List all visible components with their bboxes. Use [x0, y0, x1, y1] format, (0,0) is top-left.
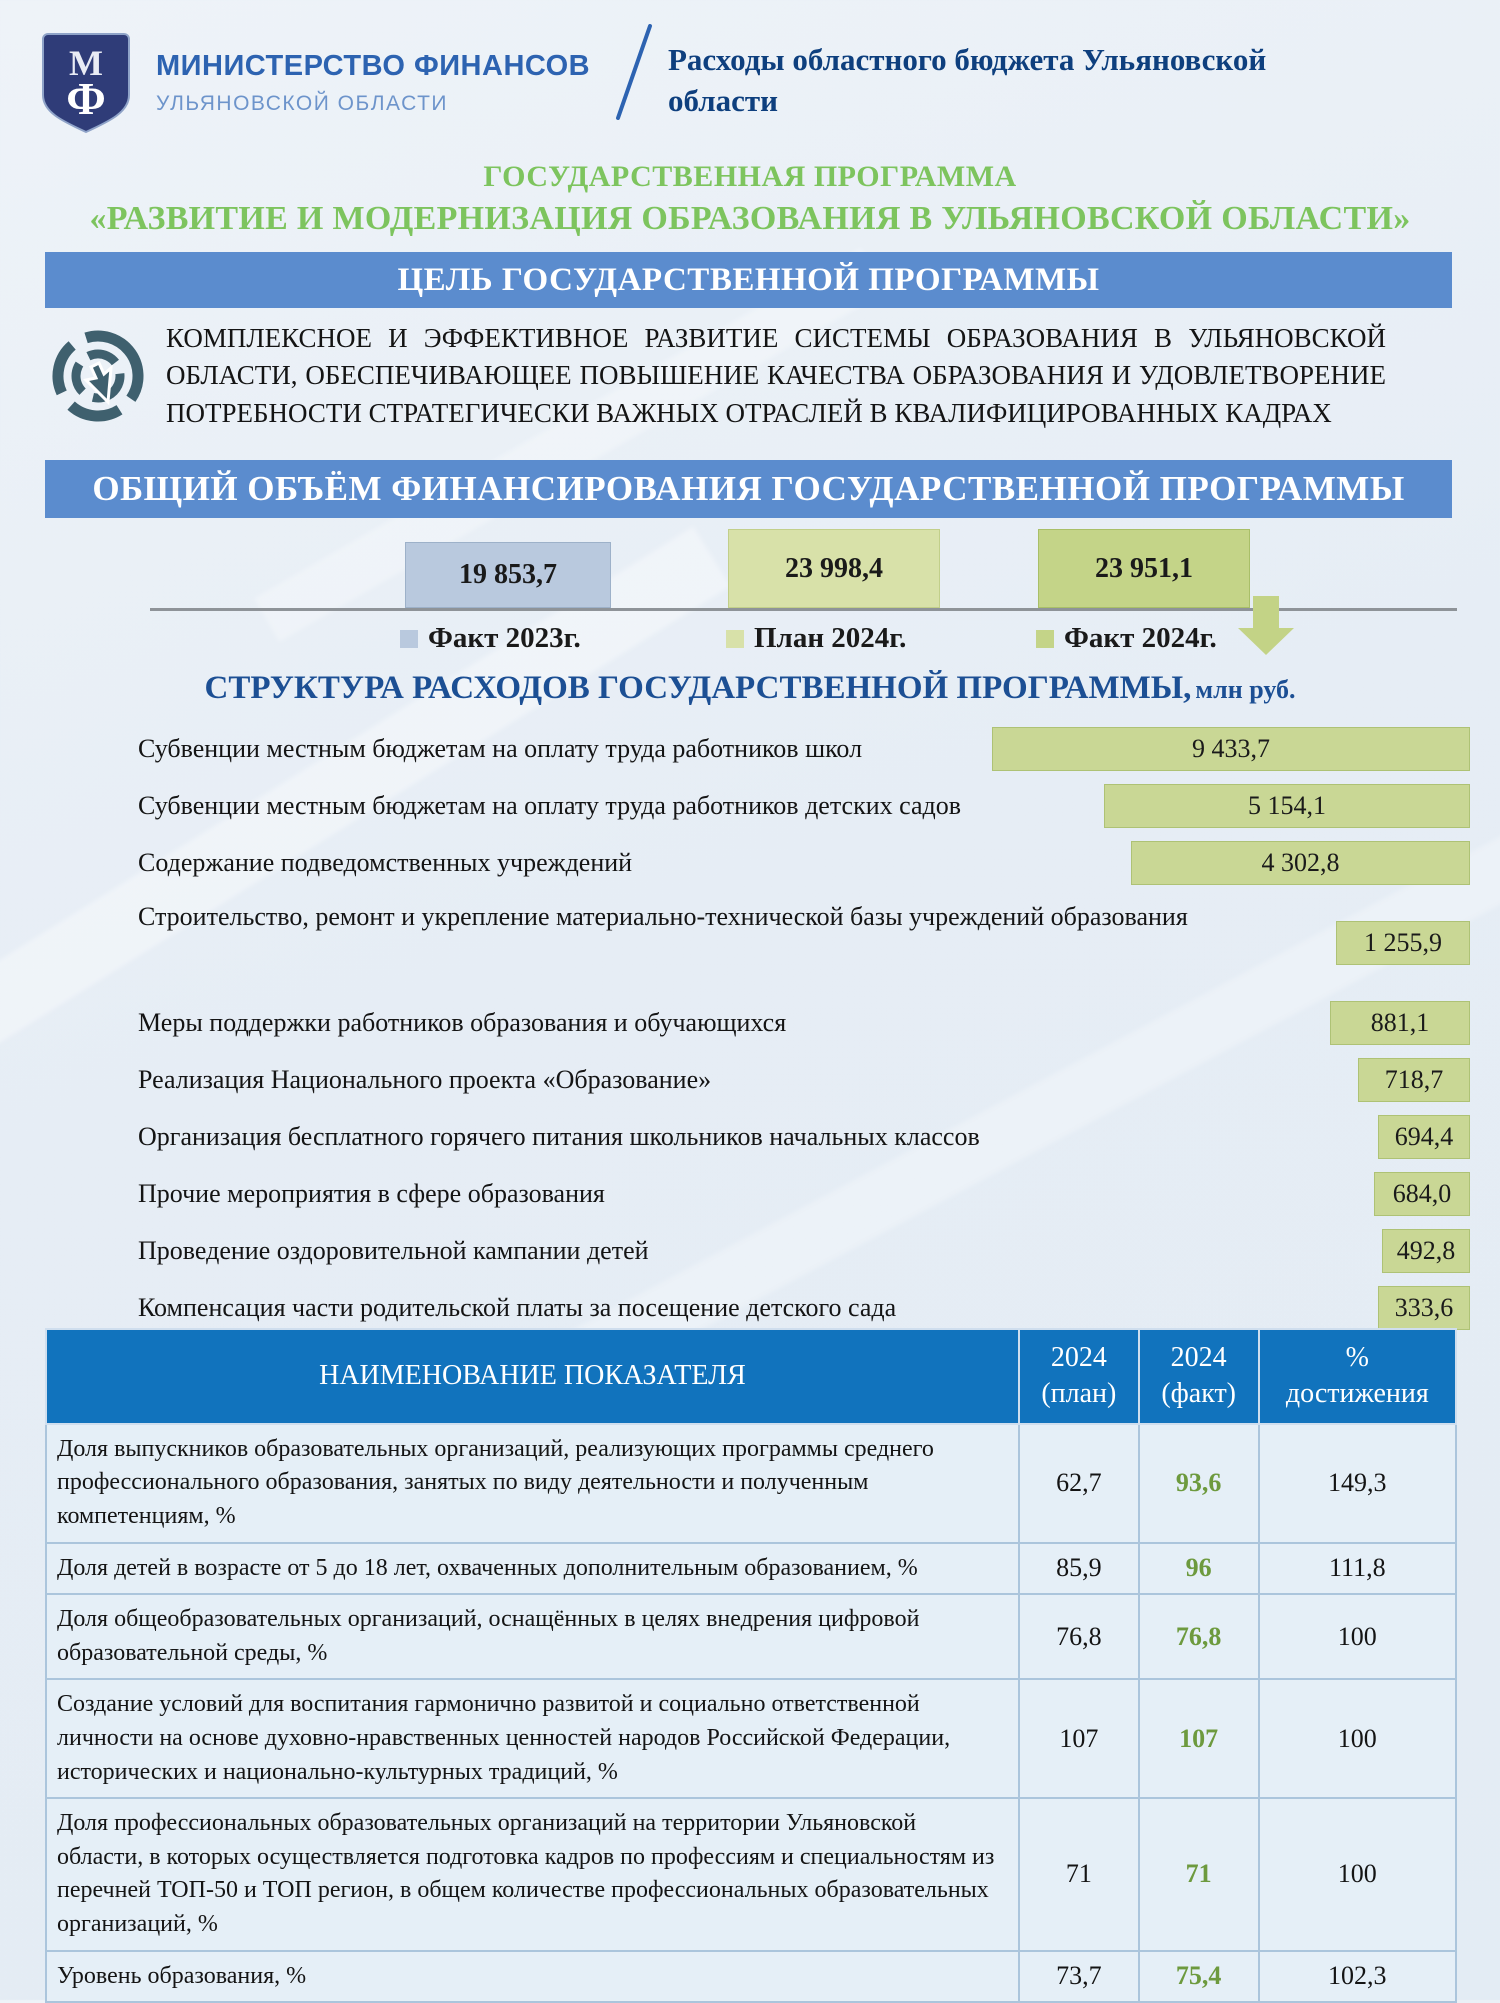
table-row: [46, 1951, 1456, 2003]
expense-label: Субвенции местным бюджетам на оплату труда работников школ: [138, 734, 863, 764]
svg-text:М: М: [69, 43, 103, 83]
funding-bar-value: 23 951,1: [1095, 552, 1193, 584]
expense-value: 492,8: [1396, 1236, 1456, 1265]
expense-label: Компенсация части родительской платы за посещение детского сада: [138, 1293, 897, 1323]
legend-item: [1036, 622, 1217, 655]
indicator-value: 71: [1019, 1798, 1139, 1950]
expense-row: [138, 726, 1470, 772]
indicators-table: [45, 1328, 1457, 2003]
indicator-name: Уровень образования, %: [46, 1951, 1019, 2003]
indicator-name: Доля общеобразовательных организаций, оснащённых в целях внедрения цифровой образовательной среды, %: [46, 1594, 1019, 1679]
expense-value: 5 154,1: [1248, 791, 1326, 820]
indicators-table-header: [46, 1329, 1456, 1424]
expense-label: Содержание подведомственных учреждений: [138, 848, 633, 878]
goal-section: [48, 320, 1440, 432]
expense-row: [138, 1228, 1470, 1274]
expense-label: Строительство, ремонт и укрепление материально-технической базы учреждений образования: [138, 902, 1188, 931]
expense-bar: [1358, 1058, 1470, 1102]
indicator-value: 149,3: [1259, 1424, 1456, 1543]
funding-bar-value: 23 998,4: [785, 552, 883, 584]
funding-bar: [728, 529, 940, 608]
indicator-name: Создание условий для воспитания гармонично развитой и социально ответственной личности на основе духовно-нравственных ценностей народов Российской Федерации, исторических и национально-культурных традиций, %: [46, 1679, 1019, 1798]
structure-unit: млн руб.: [1195, 675, 1296, 704]
expense-label: Проведение оздоровительной кампании детей: [138, 1236, 649, 1266]
page-title: Расходы областного бюджета Ульяновской области: [668, 42, 1267, 118]
indicator-value: 111,8: [1259, 1543, 1456, 1595]
down-arrow-icon: [1238, 596, 1294, 655]
expense-label: Организация бесплатного горячего питания школьников начальных классов: [138, 1122, 980, 1152]
program-label: ГОСУДАРСТВЕННАЯ ПРОГРАММА: [483, 160, 1017, 193]
expense-row: [138, 1000, 1470, 1046]
funding-bar: [405, 542, 611, 608]
indicator-value: 100: [1259, 1798, 1456, 1950]
indicator-value: 107: [1019, 1679, 1139, 1798]
program-name: «РАЗВИТИЕ И МОДЕРНИЗАЦИЯ ОБРАЗОВАНИЯ В УЛЬЯНОВСКОЙ ОБЛАСТИ»: [89, 200, 1411, 237]
indicator-value: 73,7: [1019, 1951, 1139, 2003]
expense-bar: [1378, 1286, 1470, 1330]
indicators-table-body: [46, 1424, 1456, 2002]
table-row: [46, 1798, 1456, 1950]
target-cursor-icon: [48, 326, 148, 426]
indicator-value: 85,9: [1019, 1543, 1139, 1595]
indicator-value: 76,8: [1139, 1594, 1259, 1679]
expense-value: 718,7: [1384, 1065, 1444, 1094]
expense-row: [138, 1285, 1470, 1331]
indicator-name: Доля детей в возрасте от 5 до 18 лет, охваченных дополнительным образованием, %: [46, 1543, 1019, 1595]
expense-label: Субвенции местным бюджетам на оплату труда работников детских садов: [138, 791, 962, 821]
ministry-logo-block: [40, 30, 590, 136]
svg-text:Ф: Ф: [66, 73, 106, 124]
expense-label: Меры поддержки работников образования и обучающихся: [138, 1008, 787, 1038]
expense-value: 684,0: [1392, 1179, 1452, 1208]
expense-value: 694,4: [1394, 1122, 1454, 1151]
ministry-name-line1: МИНИСТЕРСТВО ФИНАНСОВ: [156, 50, 591, 82]
column-header: % достижения: [1259, 1329, 1456, 1424]
expense-label: Прочие мероприятия в сфере образования: [138, 1179, 605, 1209]
ministry-name-line2: УЛЬЯНОВСКОЙ ОБЛАСТИ: [156, 92, 448, 115]
column-header: НАИМЕНОВАНИЕ ПОКАЗАТЕЛЯ: [46, 1329, 1019, 1424]
table-row: [46, 1679, 1456, 1798]
indicator-value: 76,8: [1019, 1594, 1139, 1679]
indicator-value: 71: [1139, 1798, 1259, 1950]
ministry-name: [156, 30, 590, 116]
expense-bar: [1104, 784, 1470, 828]
expense-row: [138, 1171, 1470, 1217]
table-row: [46, 1424, 1456, 1543]
expense-value: 333,6: [1394, 1293, 1454, 1322]
expense-value: 4 302,8: [1261, 848, 1340, 877]
indicator-name: Доля выпускников образовательных организаций, реализующих программы среднего профессионального образования, занятых по виду деятельности и полученным компетенциям, %: [46, 1424, 1019, 1543]
indicator-value: 102,3: [1259, 1951, 1456, 2003]
expense-label: Реализация Национального проекта «Образование»: [138, 1065, 712, 1095]
legend-swatch-plan2024: [726, 630, 744, 648]
ministry-shield-logo-icon: [40, 30, 132, 136]
funding-bar: [1038, 529, 1250, 608]
expense-bar: [1378, 1115, 1470, 1159]
expense-bar: [1374, 1172, 1470, 1216]
expense-bar: [1330, 1001, 1470, 1045]
legend-item: [400, 622, 581, 655]
expense-bar: [1336, 921, 1470, 965]
expense-row: [138, 783, 1470, 829]
indicator-value: 100: [1259, 1679, 1456, 1798]
expense-row: [138, 897, 1470, 989]
goal-banner: ЦЕЛЬ ГОСУДАРСТВЕННОЙ ПРОГРАММЫ: [45, 252, 1452, 308]
table-row: [46, 1594, 1456, 1679]
funding-bar-value: 19 853,7: [459, 559, 557, 590]
legend-label: Факт 2023г.: [428, 622, 581, 654]
legend-item: [726, 622, 906, 655]
legend-swatch-fact2023: [400, 630, 418, 648]
structure-heading: [0, 670, 1500, 707]
funding-banner: ОБЩИЙ ОБЪЁМ ФИНАНСИРОВАНИЯ ГОСУДАРСТВЕННОЙ ПРОГРАММЫ: [45, 460, 1452, 518]
expense-value: 1 255,9: [1364, 928, 1442, 957]
expense-row: [138, 1057, 1470, 1103]
goal-text: КОМПЛЕКСНОЕ И ЭФФЕКТИВНОЕ РАЗВИТИЕ СИСТЕМЫ ОБРАЗОВАНИЯ В УЛЬЯНОВСКОЙ ОБЛАСТИ, ОБЕСПЕЧИВАЮЩЕЕ ПОВЫШЕНИЕ КАЧЕСТВА ОБРАЗОВАНИЯ И УДОВЛЕТВОРЕНИЕ ПОТРЕБНОСТИ СТРАТЕГИЧЕСКИ ВАЖНЫХ ОТРАСЛЕЙ В КВАЛИФИЦИРОВАННЫХ КАДРАХ: [166, 323, 1386, 428]
indicator-value: 75,4: [1139, 1951, 1259, 2003]
expense-row: [138, 840, 1470, 886]
expense-bar: [1382, 1229, 1470, 1273]
legend-label: Факт 2024г.: [1064, 622, 1217, 654]
legend-label: План 2024г.: [754, 622, 907, 654]
indicator-name: Доля профессиональных образовательных организаций на территории Ульяновской области, в которых осуществляется подготовка кадров по профессиям и специальностям из перечней ТОП-50 и ТОП регион, в общем количестве профессиональных образовательных организаций, %: [46, 1798, 1019, 1950]
indicator-value: 100: [1259, 1594, 1456, 1679]
indicator-value: 62,7: [1019, 1424, 1139, 1543]
expense-value: 881,1: [1370, 1008, 1430, 1037]
slash-divider-icon: [614, 24, 654, 120]
expense-chart: [138, 726, 1470, 1342]
expense-bar: [1131, 841, 1470, 885]
program-heading: [0, 160, 1500, 238]
table-row: [46, 1543, 1456, 1595]
expense-bar: [992, 727, 1470, 771]
structure-title: СТРУКТУРА РАСХОДОВ ГОСУДАРСТВЕННОЙ ПРОГРАММЫ,: [204, 670, 1192, 706]
expense-value: 9 433,7: [1192, 734, 1270, 763]
column-header: 2024 (план): [1019, 1329, 1139, 1424]
indicator-value: 93,6: [1139, 1424, 1259, 1543]
legend-swatch-fact2024: [1036, 630, 1054, 648]
column-header: 2024 (факт): [1139, 1329, 1259, 1424]
indicator-value: 96: [1139, 1543, 1259, 1595]
indicator-value: 107: [1139, 1679, 1259, 1798]
expense-row: [138, 1114, 1470, 1160]
